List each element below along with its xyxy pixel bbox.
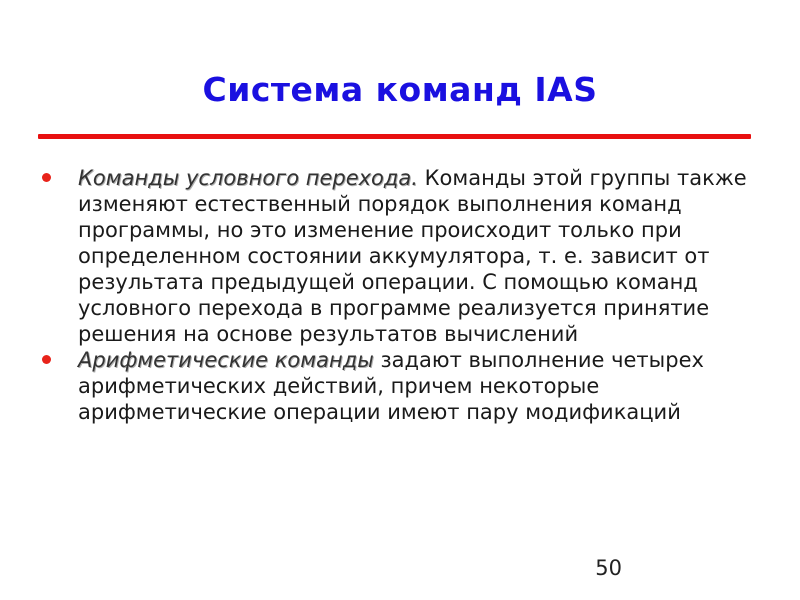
bullet-text: Команды этой группы также изменяют естественный порядок выполнения команд программы, но это изменение происходит только при определенном состоянии аккумулятора, т. е. зависит от результата предыдущей операции. С помощью команд условного перехода в программе реализуется принятие решения на основе результатов вычислений [78, 166, 747, 346]
bullet-item [40, 165, 755, 347]
bullet-term: Команды условного перехода. [78, 166, 418, 190]
page-number: 50 [595, 556, 622, 580]
bullet-dot-icon [42, 355, 51, 364]
title-divider [38, 134, 751, 139]
bullet-list [40, 165, 755, 425]
bullet-text: задают выполнение четырех арифметических действий, причем некоторые арифметические операции имеют пару модификаций [78, 348, 704, 424]
bullet-dot-icon [42, 173, 51, 182]
bullet-item [40, 347, 755, 425]
bullet-term: Арифметические команды [78, 348, 374, 372]
slide-title: Система команд IAS [202, 70, 598, 109]
